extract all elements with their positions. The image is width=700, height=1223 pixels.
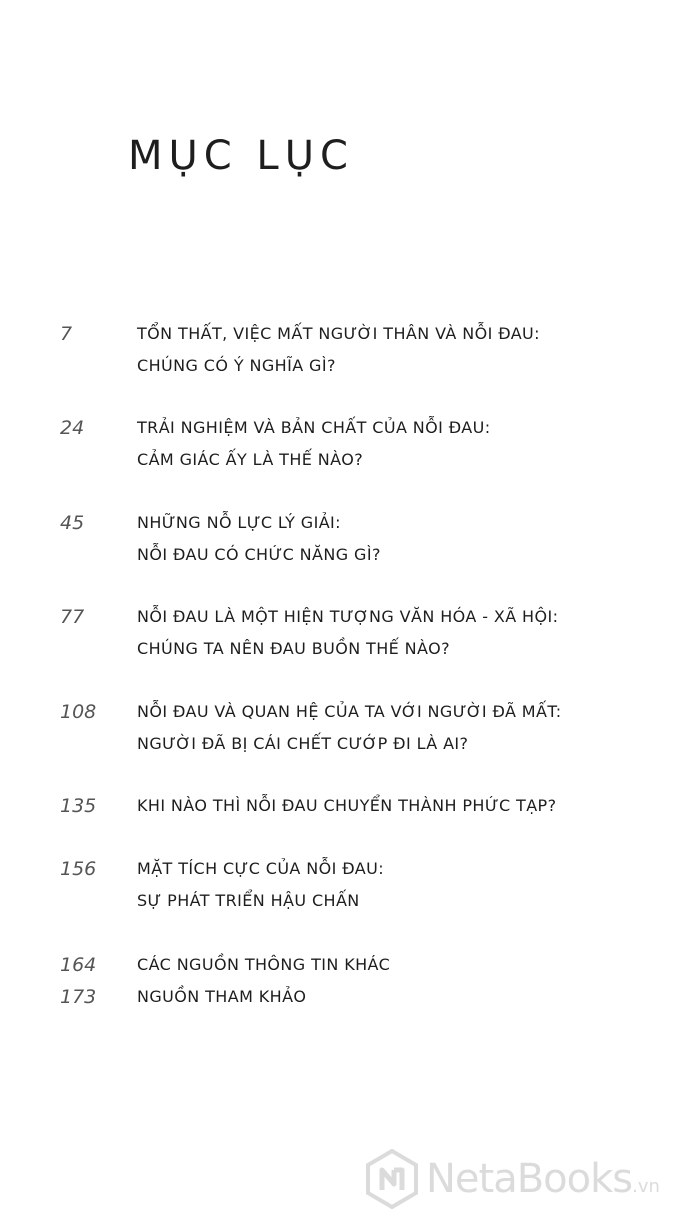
watermark-suffix: .vn — [632, 1176, 660, 1197]
toc-entry-title — [137, 949, 697, 981]
toc-page-number: 108 — [60, 701, 97, 723]
toc-page-number: 7 — [60, 323, 73, 345]
toc-page-number: 135 — [60, 795, 97, 817]
toc-page-number: 24 — [60, 417, 85, 439]
toc-page-number: 164 — [60, 954, 97, 976]
toc-title-line: CÁC NGUỒN THÔNG TIN KHÁC — [137, 955, 391, 974]
toc-title-line: CẢM GIÁC ẤY LÀ THẾ NÀO? — [137, 450, 364, 469]
toc-title-line: NGUỒN THAM KHẢO — [137, 987, 307, 1006]
toc-title-line: MẶT TÍCH CỰC CỦA NỖI ĐAU: — [137, 859, 384, 878]
toc-entry-title — [137, 412, 697, 476]
toc-entry-title — [137, 790, 697, 822]
toc-title-line: NGƯỜI ĐÃ BỊ CÁI CHẾT CƯỚP ĐI LÀ AI? — [137, 734, 469, 753]
toc-title-line: CHÚNG CÓ Ý NGHĨA GÌ? — [137, 356, 336, 375]
netabooks-logo-icon — [364, 1148, 420, 1210]
toc-title-line: TRẢI NGHIỆM VÀ BẢN CHẤT CỦA NỖI ĐAU: — [137, 418, 491, 437]
toc-page-number: 156 — [60, 858, 97, 880]
toc-entry-title — [137, 601, 697, 665]
toc-entry-title — [137, 696, 697, 760]
toc-title-line: NỖI ĐAU VÀ QUAN HỆ CỦA TA VỚI NGƯỜI ĐÃ MẤT: — [137, 702, 562, 721]
toc-title-line: SỰ PHÁT TRIỂN HẬU CHẤN — [137, 891, 360, 910]
toc-title-line: NỖI ĐAU CÓ CHỨC NĂNG GÌ? — [137, 545, 381, 564]
watermark-brand-name: NetaBooks — [426, 1156, 633, 1202]
watermark — [364, 1148, 700, 1210]
toc-page-number: 45 — [60, 512, 85, 534]
toc-entry-title — [137, 853, 697, 917]
toc-entry-title — [137, 507, 697, 571]
toc-entry-title — [137, 318, 697, 382]
toc-page-number: 173 — [60, 986, 97, 1008]
toc-title-line: CHÚNG TA NÊN ĐAU BUỒN THẾ NÀO? — [137, 639, 450, 658]
toc-entry-title — [137, 981, 697, 1013]
toc-page-number: 77 — [60, 606, 85, 628]
toc-title-line: KHI NÀO THÌ NỖI ĐAU CHUYỂN THÀNH PHỨC TẠP? — [137, 796, 557, 815]
watermark-brand — [426, 1154, 660, 1212]
toc-title-line: TỔN THẤT, VIỆC MẤT NGƯỜI THÂN VÀ NỖI ĐAU: — [137, 324, 540, 343]
toc-title-line: NHỮNG NỖ LỰC LÝ GIẢI: — [137, 513, 341, 532]
toc-title-line: NỖI ĐAU LÀ MỘT HIỆN TƯỢNG VĂN HÓA - XÃ HỘI: — [137, 607, 559, 626]
page-title: MỤC LỤC — [128, 133, 354, 179]
